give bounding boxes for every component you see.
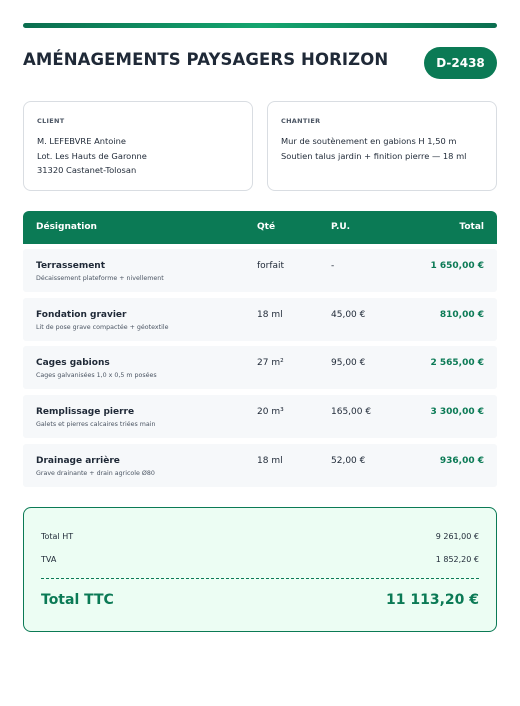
row-total: 936,00 €: [439, 456, 484, 466]
site-card: [267, 101, 497, 191]
row-designation: Drainage arrière: [36, 456, 120, 466]
row-detail: Cages galvanisées 1,0 x 0,5 m posées: [36, 372, 157, 379]
client-city: 31320 Castanet-Tolosan: [37, 165, 137, 175]
row-qty: forfait: [257, 261, 285, 271]
row-total: 2 565,00 €: [430, 358, 484, 368]
total-ht-label: Total HT: [41, 532, 74, 541]
client-address: Lot. Les Hauts de Garonne: [37, 150, 147, 161]
row-unit-price: -: [331, 261, 335, 271]
row-unit-price: 165,00 €: [331, 407, 372, 417]
document-number-badge: D-2438: [424, 47, 497, 79]
row-detail: Lit de pose grave compactée + géotextile: [36, 324, 169, 331]
table-row: [23, 346, 497, 389]
row-unit-price: 45,00 €: [331, 310, 366, 320]
row-total: 1 650,00 €: [430, 261, 484, 271]
totals-box: [23, 507, 497, 632]
table-row: [23, 298, 497, 341]
row-total: 3 300,00 €: [430, 407, 484, 417]
tva-value: 1 852,20 €: [435, 555, 479, 564]
client-name: M. LEFEBVRE Antoine: [37, 136, 127, 146]
totals-divider: [41, 578, 479, 579]
header-designation: Désignation: [36, 222, 97, 232]
row-qty: 18 ml: [257, 456, 283, 466]
row-total: 810,00 €: [439, 310, 484, 320]
client-card: [23, 101, 253, 191]
row-detail: Grave drainante + drain agricole Ø80: [36, 470, 155, 477]
header-qty: Qté: [257, 222, 276, 232]
row-qty: 20 m³: [257, 407, 284, 417]
accent-bar: [23, 23, 497, 28]
table-row: [23, 249, 497, 292]
row-qty: 18 ml: [257, 310, 283, 320]
client-label: CLIENT: [37, 117, 65, 125]
site-line-1: Mur de soutènement en gabions H 1,50 m: [281, 136, 457, 146]
header-unit-price: P.U.: [331, 222, 351, 232]
row-designation: Cages gabions: [36, 358, 110, 368]
header-total: Total: [459, 222, 484, 232]
row-designation: Terrassement: [36, 261, 106, 271]
table-header: [23, 211, 497, 244]
table-row: [23, 395, 497, 438]
total-ttc-value: 11 113,20 €: [386, 592, 479, 608]
row-unit-price: 52,00 €: [331, 456, 366, 466]
row-unit-price: 95,00 €: [331, 358, 366, 368]
total-ttc-label: Total TTC: [41, 592, 114, 608]
site-label: CHANTIER: [281, 117, 321, 125]
row-designation: Fondation gravier: [36, 310, 127, 320]
site-line-2: Soutien talus jardin + finition pierre — 18 ml: [281, 150, 467, 161]
row-detail: Décaissement plateforme + nivellement: [36, 275, 164, 282]
row-detail: Galets et pierres calcaires triées main: [36, 421, 156, 428]
total-ht-value: 9 261,00 €: [435, 532, 479, 541]
row-designation: Remplissage pierre: [36, 407, 135, 417]
company-name: AMÉNAGEMENTS PAYSAGERS HORIZON: [23, 50, 389, 69]
table-row: [23, 444, 497, 487]
tva-label: TVA: [41, 555, 57, 564]
row-qty: 27 m²: [257, 358, 284, 368]
